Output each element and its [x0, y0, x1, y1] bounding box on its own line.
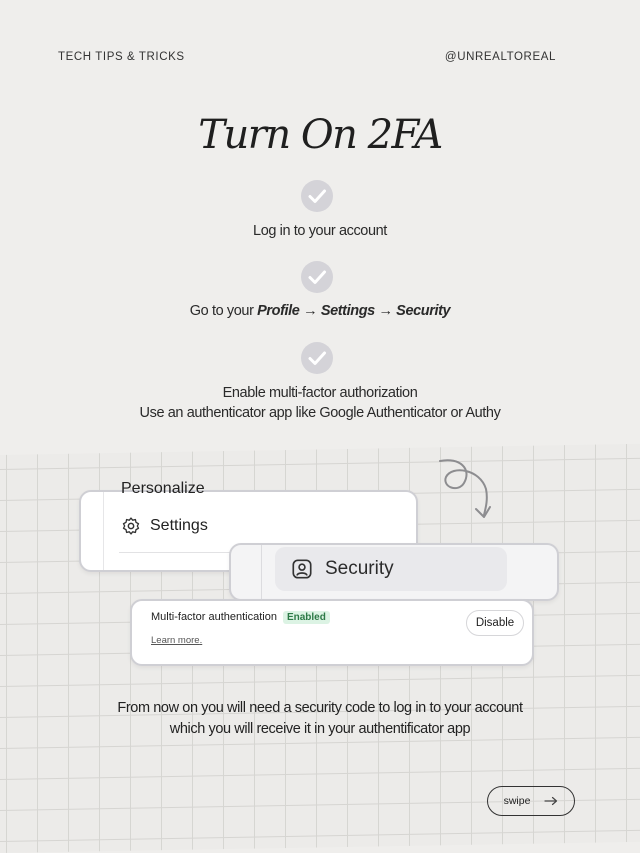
gear-icon [121, 516, 141, 536]
step-2-prefix: Go to your [189, 303, 258, 319]
check-icon [301, 180, 333, 212]
closing-note [0, 698, 640, 739]
page-title: Turn On 2FA [198, 112, 442, 158]
author-handle: @UNREALTOREAL [444, 51, 556, 63]
step-2-text [0, 303, 640, 319]
menu-item-settings[interactable] [121, 516, 208, 536]
user-shield-icon [291, 558, 313, 580]
swipe-button[interactable] [487, 786, 575, 816]
closing-line-1: From now on you will need a security code to log in to your account [117, 700, 523, 716]
learn-more-label: Learn more [151, 635, 200, 646]
menu-rail [261, 545, 262, 599]
learn-more-link[interactable]: Learn more. [151, 635, 203, 646]
arrow-right-icon [544, 796, 558, 806]
swipe-label: swipe [503, 795, 531, 807]
check-icon [301, 342, 333, 374]
menu-rail [103, 492, 104, 570]
mfa-settings-card [130, 599, 534, 666]
closing-line-2: which you will receive it in your authentificator app [169, 720, 471, 737]
menu-item-label: Personalize [121, 480, 205, 497]
menu-item-personalize[interactable] [121, 480, 205, 498]
step-1-text: Log in to your account [253, 223, 387, 239]
menu-item-label: Settings [150, 517, 208, 534]
curly-arrow-icon [430, 455, 500, 525]
step-3-heading: Enable multi-factor authorization [222, 385, 418, 401]
check-icon [301, 261, 333, 293]
brand-tagline: TECH TIPS & TRICKS [58, 51, 185, 63]
mfa-title [151, 611, 330, 624]
menu-item-label: Security [325, 558, 394, 579]
mfa-title-label: Multi-factor authentication [151, 611, 277, 623]
security-menu-card [229, 543, 559, 601]
step-2-path: Profile → Settings → Security [257, 303, 451, 319]
status-badge: Enabled [283, 611, 330, 624]
menu-item-security[interactable] [275, 547, 507, 591]
step-3-text: Use an authenticator app like Google Authenticator or Authy [139, 405, 501, 421]
disable-button[interactable]: Disable [466, 610, 524, 636]
